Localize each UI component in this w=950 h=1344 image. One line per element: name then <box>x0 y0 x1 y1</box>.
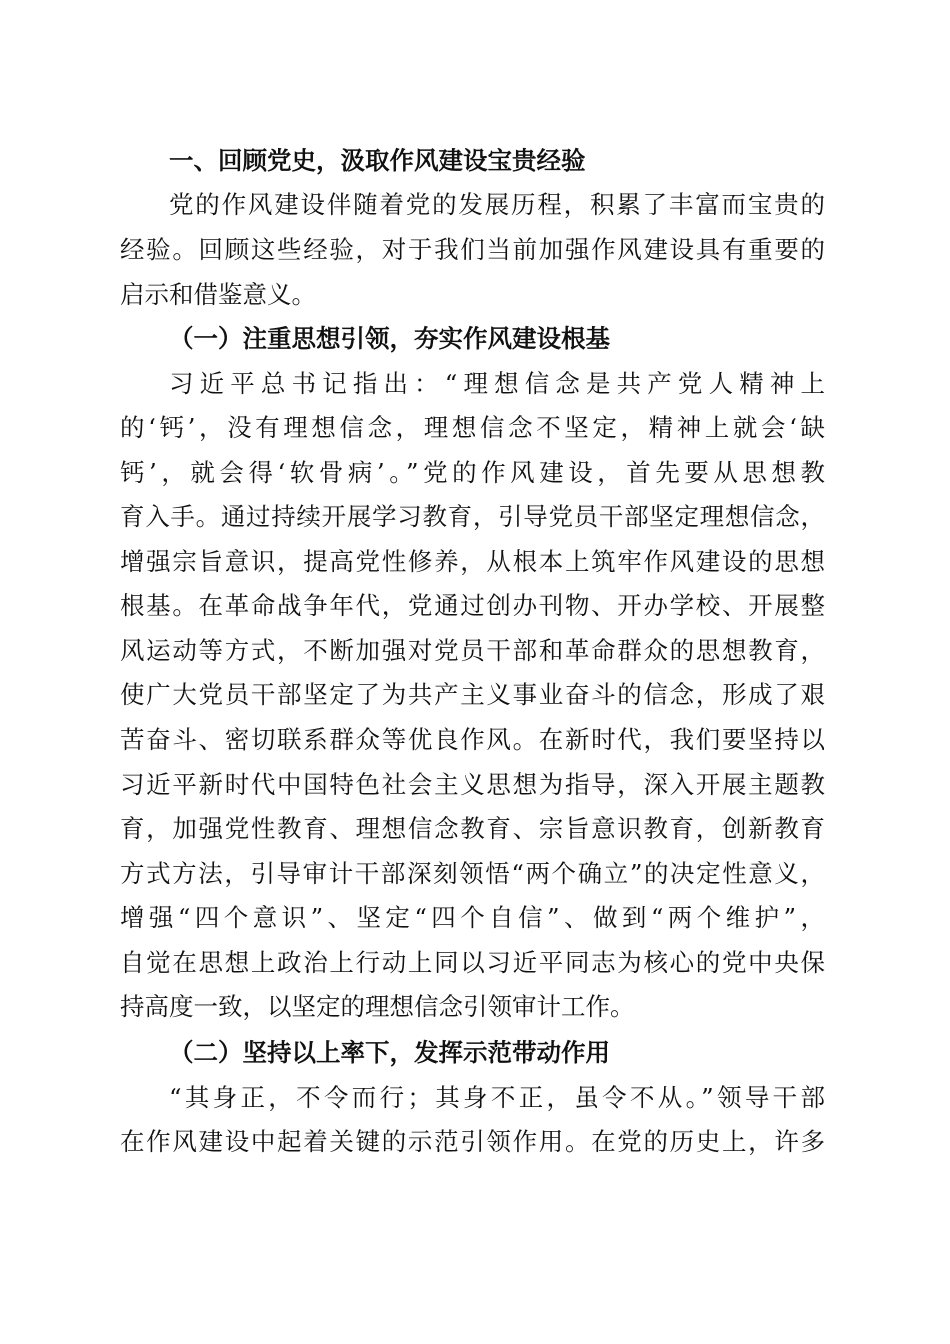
paragraph-line: 育入手。通过持续开展学习教育，引导党员干部坚定理想信念， <box>120 502 825 531</box>
paragraph-line: 苦奋斗、密切联系群众等优良作风。在新时代，我们要坚持以 <box>120 725 825 754</box>
paragraph-line: 自觉在思想上政治上行动上同以习近平同志为核心的党中央保 <box>120 948 825 977</box>
paragraph-line: 启示和借鉴意义。 <box>120 280 316 309</box>
paragraph-line: “其身正，不令而行；其身不正，虽令不从。”领导干部 <box>169 1083 825 1112</box>
paragraph-line: 根基。在革命战争年代，党通过创办刊物、开办学校、开展整 <box>120 591 825 620</box>
paragraph-line: 持高度一致，以坚定的理想信念引领审计工作。 <box>120 992 635 1021</box>
subsection-heading: （一）注重思想引领，夯实作风建设根基 <box>169 324 610 353</box>
paragraph-line: 习近平总书记指出：“理想信念是共产党人精神上 <box>169 369 825 398</box>
subsection-heading: （二）坚持以上率下，发挥示范带动作用 <box>169 1038 610 1067</box>
paragraph-line: 风运动等方式，不断加强对党员干部和革命群众的思想教育， <box>120 636 825 665</box>
paragraph-line: 方式方法，引导审计干部深刻领悟“两个确立”的决定性意义， <box>120 859 825 888</box>
paragraph-line: 的‘钙’，没有理想信念，理想信念不坚定，精神上就会‘缺 <box>120 413 825 442</box>
paragraph-line: 在作风建设中起着关键的示范引领作用。在党的历史上，许多 <box>120 1127 825 1156</box>
paragraph-line: 增强宗旨意识，提高党性修养，从根本上筑牢作风建设的思想 <box>120 547 825 576</box>
paragraph-line: 党的作风建设伴随着党的发展历程，积累了丰富而宝贵的 <box>169 190 825 219</box>
paragraph-line: 使广大党员干部坚定了为共产主义事业奋斗的信念，形成了艰 <box>120 680 825 709</box>
paragraph-line: 经验。回顾这些经验，对于我们当前加强作风建设具有重要的 <box>120 235 825 264</box>
paragraph-line: 钙’，就会得‘软骨病’。”党的作风建设，首先要从思想教 <box>120 458 825 487</box>
paragraph-line: 育，加强党性教育、理想信念教育、宗旨意识教育，创新教育 <box>120 814 825 843</box>
paragraph-line: 习近平新时代中国特色社会主义思想为指导，深入开展主题教 <box>120 770 825 799</box>
paragraph-line: 增强“四个意识”、坚定“四个自信”、做到“两个维护”， <box>120 903 825 932</box>
section-heading: 一、回顾党史，汲取作风建设宝贵经验 <box>169 146 586 175</box>
